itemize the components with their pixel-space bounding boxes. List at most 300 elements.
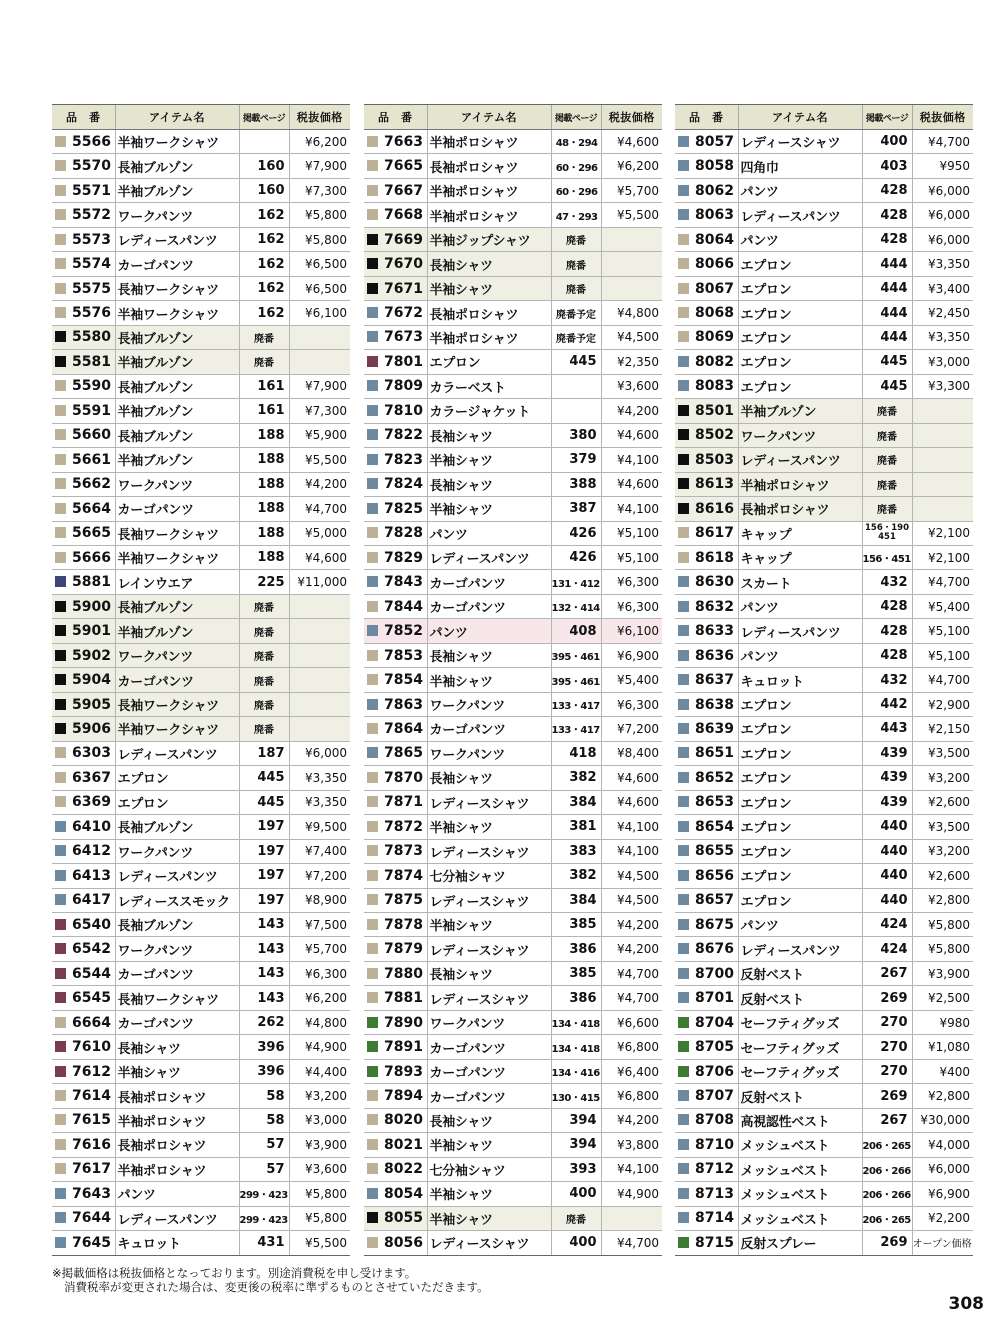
product-code-cell bbox=[52, 252, 115, 276]
product-code: 6303 bbox=[72, 745, 111, 762]
table-row bbox=[364, 1084, 662, 1108]
price-table-col-3 bbox=[675, 104, 973, 1256]
product-code: 6410 bbox=[72, 818, 111, 835]
price: ¥6,000 bbox=[912, 227, 973, 251]
price: ¥6,600 bbox=[601, 1010, 662, 1034]
price: ¥3,400 bbox=[912, 276, 973, 300]
price: ¥4,800 bbox=[289, 1010, 350, 1034]
table-row bbox=[364, 961, 662, 985]
product-code: 8069 bbox=[695, 329, 734, 346]
price: ¥3,000 bbox=[912, 350, 973, 374]
price: ¥6,500 bbox=[289, 276, 350, 300]
table-header-row bbox=[52, 105, 350, 130]
product-code-cell bbox=[364, 741, 427, 765]
price bbox=[289, 594, 350, 618]
item-name: レディースパンツ bbox=[427, 545, 551, 569]
item-name: エプロン bbox=[738, 815, 862, 839]
table-row bbox=[364, 227, 662, 251]
product-code: 7893 bbox=[384, 1063, 423, 1080]
item-name: パンツ bbox=[738, 913, 862, 937]
price bbox=[289, 643, 350, 667]
product-code-cell bbox=[52, 1084, 115, 1108]
color-swatch bbox=[367, 870, 378, 881]
product-code-cell bbox=[52, 913, 115, 937]
catalog-page: 403 bbox=[862, 154, 912, 178]
header-price: 税抜価格 bbox=[289, 105, 350, 130]
price: ¥3,350 bbox=[912, 325, 973, 349]
product-code-cell bbox=[675, 178, 738, 202]
color-swatch bbox=[367, 209, 378, 220]
product-code: 5590 bbox=[72, 378, 111, 395]
price: ¥8,400 bbox=[601, 741, 662, 765]
price bbox=[912, 448, 973, 472]
table-row bbox=[52, 1084, 350, 1108]
product-code-cell bbox=[52, 1206, 115, 1230]
product-code-cell bbox=[52, 1182, 115, 1206]
header-item: アイテム名 bbox=[427, 105, 551, 130]
color-swatch bbox=[678, 429, 689, 440]
price-table-col-2 bbox=[364, 104, 662, 1256]
product-code: 7824 bbox=[384, 476, 423, 493]
item-name: エプロン bbox=[738, 692, 862, 716]
item-name: 長袖ブルゾン bbox=[115, 374, 239, 398]
item-name: レディーススモック bbox=[115, 888, 239, 912]
price: ¥2,600 bbox=[912, 864, 973, 888]
item-name: カーゴパンツ bbox=[427, 717, 551, 741]
color-swatch bbox=[367, 674, 378, 685]
catalog-page: 387 bbox=[551, 497, 601, 521]
item-name: ワークパンツ bbox=[738, 423, 862, 447]
price: ¥4,700 bbox=[601, 986, 662, 1010]
catalog-page: 廃番 bbox=[239, 692, 289, 716]
product-code: 7879 bbox=[384, 941, 423, 958]
product-code: 8651 bbox=[695, 745, 734, 762]
product-code: 5591 bbox=[72, 402, 111, 419]
price: ¥3,900 bbox=[289, 1133, 350, 1157]
price: ¥4,700 bbox=[601, 961, 662, 985]
color-swatch bbox=[678, 1188, 689, 1199]
color-swatch bbox=[55, 136, 66, 147]
header-page: 掲載ページ bbox=[862, 105, 912, 130]
price bbox=[289, 619, 350, 643]
color-swatch bbox=[55, 894, 66, 905]
price: ¥6,500 bbox=[289, 252, 350, 276]
item-name: キュロット bbox=[115, 1231, 239, 1255]
color-swatch bbox=[678, 503, 689, 514]
catalog-page: 267 bbox=[862, 961, 912, 985]
table-row bbox=[52, 423, 350, 447]
price: ¥4,200 bbox=[289, 472, 350, 496]
header-page: 掲載ページ bbox=[239, 105, 289, 130]
product-code: 8058 bbox=[695, 158, 734, 175]
product-code: 7669 bbox=[384, 231, 423, 248]
item-name: レディースシャツ bbox=[427, 888, 551, 912]
price: ¥4,100 bbox=[601, 1157, 662, 1181]
color-swatch bbox=[55, 503, 66, 514]
catalog-page: 445 bbox=[862, 350, 912, 374]
product-code-cell bbox=[675, 325, 738, 349]
price: ¥5,800 bbox=[289, 1206, 350, 1230]
color-swatch bbox=[367, 699, 378, 710]
item-name: 半袖シャツ bbox=[427, 1133, 551, 1157]
price: ¥3,600 bbox=[601, 374, 662, 398]
table-row bbox=[52, 668, 350, 692]
product-code-cell bbox=[364, 1084, 427, 1108]
color-swatch bbox=[367, 625, 378, 636]
catalog-page: 270 bbox=[862, 1010, 912, 1034]
product-code-cell bbox=[675, 986, 738, 1010]
product-code: 5581 bbox=[72, 353, 111, 370]
product-code: 7809 bbox=[384, 378, 423, 395]
product-code: 7873 bbox=[384, 843, 423, 860]
catalog-page: 270 bbox=[862, 1035, 912, 1059]
product-code: 5662 bbox=[72, 476, 111, 493]
table-row bbox=[675, 130, 973, 154]
table-row bbox=[364, 374, 662, 398]
catalog-page: 384 bbox=[551, 888, 601, 912]
product-code: 5580 bbox=[72, 329, 111, 346]
table-row bbox=[364, 1108, 662, 1132]
product-code: 7852 bbox=[384, 623, 423, 640]
product-code-cell bbox=[675, 619, 738, 643]
color-swatch bbox=[678, 1163, 689, 1174]
price: ¥5,400 bbox=[912, 594, 973, 618]
price bbox=[289, 692, 350, 716]
table-row bbox=[364, 301, 662, 325]
item-name: 半袖シャツ bbox=[427, 668, 551, 692]
table-row bbox=[364, 350, 662, 374]
catalog-page: 197 bbox=[239, 864, 289, 888]
product-code: 5575 bbox=[72, 280, 111, 297]
price: ¥6,000 bbox=[289, 741, 350, 765]
item-name: 半袖シャツ bbox=[427, 276, 551, 300]
table-row bbox=[364, 252, 662, 276]
price: ¥6,900 bbox=[912, 1182, 973, 1206]
product-code-cell bbox=[364, 227, 427, 251]
item-name: 半袖シャツ bbox=[427, 913, 551, 937]
product-code-cell bbox=[52, 423, 115, 447]
price: ¥2,450 bbox=[912, 301, 973, 325]
catalog-page: 426 bbox=[551, 545, 601, 569]
color-swatch bbox=[55, 185, 66, 196]
product-code-cell bbox=[675, 1231, 738, 1255]
table-row bbox=[52, 497, 350, 521]
color-swatch bbox=[367, 943, 378, 954]
price-table bbox=[675, 104, 973, 1256]
product-code: 8657 bbox=[695, 892, 734, 909]
price: ¥2,900 bbox=[912, 692, 973, 716]
price: ¥6,900 bbox=[601, 643, 662, 667]
item-name: 長袖ポロシャツ bbox=[427, 154, 551, 178]
price: ¥5,800 bbox=[289, 227, 350, 251]
table-row bbox=[675, 325, 973, 349]
product-code: 7865 bbox=[384, 745, 423, 762]
product-code-cell bbox=[52, 497, 115, 521]
color-swatch bbox=[367, 405, 378, 416]
table-row bbox=[675, 839, 973, 863]
product-code: 8501 bbox=[695, 402, 734, 419]
product-code: 7672 bbox=[384, 305, 423, 322]
product-code: 5904 bbox=[72, 672, 111, 689]
catalog-page: 394 bbox=[551, 1133, 601, 1157]
product-code-cell bbox=[52, 888, 115, 912]
product-code: 5905 bbox=[72, 696, 111, 713]
product-code-cell bbox=[364, 668, 427, 692]
color-swatch bbox=[55, 478, 66, 489]
product-code-cell bbox=[364, 1010, 427, 1034]
product-code-cell bbox=[675, 448, 738, 472]
catalog-page: 48・294 bbox=[551, 130, 601, 154]
catalog-page: 428 bbox=[862, 203, 912, 227]
item-name: 反射スプレー bbox=[738, 1231, 862, 1255]
product-code: 8714 bbox=[695, 1210, 734, 1227]
item-name: 半袖シャツ bbox=[427, 1206, 551, 1230]
table-row bbox=[52, 325, 350, 349]
price: ¥4,100 bbox=[601, 497, 662, 521]
item-name: 長袖ワークシャツ bbox=[115, 276, 239, 300]
color-swatch bbox=[367, 503, 378, 514]
product-code: 7665 bbox=[384, 158, 423, 175]
catalog-page: 439 bbox=[862, 766, 912, 790]
color-swatch bbox=[55, 699, 66, 710]
item-name: 長袖シャツ bbox=[115, 1035, 239, 1059]
product-code-cell bbox=[364, 692, 427, 716]
price bbox=[912, 472, 973, 496]
product-code: 8062 bbox=[695, 182, 734, 199]
color-swatch bbox=[55, 1017, 66, 1028]
item-name: 長袖ブルゾン bbox=[115, 423, 239, 447]
color-swatch bbox=[55, 331, 66, 342]
price: ¥6,100 bbox=[601, 619, 662, 643]
table-row bbox=[675, 472, 973, 496]
price: ¥5,000 bbox=[289, 521, 350, 545]
item-name: カーゴパンツ bbox=[115, 252, 239, 276]
catalog-page: 395・461 bbox=[551, 643, 601, 667]
table-row bbox=[675, 815, 973, 839]
product-code-cell bbox=[675, 399, 738, 423]
catalog-page-line: 451 bbox=[878, 532, 896, 543]
item-name: カーゴパンツ bbox=[427, 1035, 551, 1059]
price: ¥4,900 bbox=[601, 1182, 662, 1206]
color-swatch bbox=[678, 699, 689, 710]
color-swatch bbox=[678, 772, 689, 783]
color-swatch bbox=[55, 307, 66, 318]
product-code: 8632 bbox=[695, 598, 734, 615]
product-code-cell bbox=[675, 497, 738, 521]
price: ¥3,500 bbox=[912, 815, 973, 839]
item-name: 長袖ワークシャツ bbox=[115, 692, 239, 716]
product-code: 8708 bbox=[695, 1112, 734, 1129]
color-swatch bbox=[367, 1114, 378, 1125]
catalog-page: 廃番 bbox=[862, 399, 912, 423]
color-swatch bbox=[678, 968, 689, 979]
table-row bbox=[52, 1133, 350, 1157]
page-number: 308 bbox=[948, 1294, 984, 1314]
price: ¥2,350 bbox=[601, 350, 662, 374]
item-name: 半袖ブルゾン bbox=[115, 399, 239, 423]
table-row bbox=[52, 1157, 350, 1181]
product-code: 8617 bbox=[695, 525, 734, 542]
color-swatch bbox=[367, 821, 378, 832]
item-name: パンツ bbox=[427, 619, 551, 643]
item-name: 長袖ブルゾン bbox=[115, 913, 239, 937]
price: ¥5,100 bbox=[601, 545, 662, 569]
price: ¥2,150 bbox=[912, 717, 973, 741]
catalog-page: 廃番 bbox=[862, 472, 912, 496]
item-name: ワークパンツ bbox=[115, 643, 239, 667]
color-swatch bbox=[678, 380, 689, 391]
catalog-page: 188 bbox=[239, 448, 289, 472]
item-name: レインウエア bbox=[115, 570, 239, 594]
item-name: セーフティグッズ bbox=[738, 1059, 862, 1083]
product-code-cell bbox=[52, 374, 115, 398]
color-swatch bbox=[367, 1163, 378, 1174]
product-code: 7870 bbox=[384, 769, 423, 786]
color-swatch bbox=[55, 552, 66, 563]
item-name: 長袖ブルゾン bbox=[115, 154, 239, 178]
product-code-cell bbox=[52, 937, 115, 961]
product-code: 7881 bbox=[384, 990, 423, 1007]
item-name: 半袖ポロシャツ bbox=[115, 1157, 239, 1181]
product-code-cell bbox=[675, 1108, 738, 1132]
catalog-page: 60・296 bbox=[551, 178, 601, 202]
color-swatch bbox=[678, 136, 689, 147]
table-row bbox=[675, 741, 973, 765]
table-row bbox=[675, 227, 973, 251]
catalog-page: 廃番 bbox=[239, 325, 289, 349]
item-name: 半袖シャツ bbox=[427, 815, 551, 839]
table-row bbox=[364, 913, 662, 937]
product-code: 8020 bbox=[384, 1112, 423, 1129]
color-swatch bbox=[55, 747, 66, 758]
table-row bbox=[364, 399, 662, 423]
catalog-page: 134・418 bbox=[551, 1035, 601, 1059]
table-row bbox=[364, 497, 662, 521]
catalog-page: 188 bbox=[239, 497, 289, 521]
product-code-cell bbox=[52, 815, 115, 839]
product-code-cell bbox=[364, 1059, 427, 1083]
item-name: 半袖ブルゾン bbox=[115, 178, 239, 202]
product-code: 5570 bbox=[72, 158, 111, 175]
product-code: 8064 bbox=[695, 231, 734, 248]
color-swatch bbox=[367, 919, 378, 930]
catalog-page: 428 bbox=[862, 643, 912, 667]
catalog-page: 388 bbox=[551, 472, 601, 496]
catalog-page: 廃番 bbox=[551, 227, 601, 251]
catalog-page: 299・423 bbox=[239, 1182, 289, 1206]
item-name: 反射ベスト bbox=[738, 986, 862, 1010]
color-swatch bbox=[678, 552, 689, 563]
product-code: 8616 bbox=[695, 500, 734, 517]
price bbox=[289, 350, 350, 374]
product-code: 5664 bbox=[72, 500, 111, 517]
price: ¥4,600 bbox=[601, 472, 662, 496]
price: ¥4,100 bbox=[601, 815, 662, 839]
product-code: 8715 bbox=[695, 1234, 734, 1251]
product-code: 8712 bbox=[695, 1161, 734, 1178]
product-code-cell bbox=[52, 1157, 115, 1181]
catalog-page: 143 bbox=[239, 986, 289, 1010]
product-code-cell bbox=[675, 692, 738, 716]
product-code-cell bbox=[364, 521, 427, 545]
color-swatch bbox=[367, 992, 378, 1003]
item-name: ワークパンツ bbox=[427, 692, 551, 716]
product-code-cell bbox=[675, 1133, 738, 1157]
product-code: 8676 bbox=[695, 941, 734, 958]
catalog-page: 206・265 bbox=[862, 1206, 912, 1230]
price: ¥4,800 bbox=[601, 301, 662, 325]
product-code: 7616 bbox=[72, 1136, 111, 1153]
table-row bbox=[675, 178, 973, 202]
product-code-cell bbox=[52, 130, 115, 154]
price: ¥400 bbox=[912, 1059, 973, 1083]
price: ¥6,800 bbox=[601, 1035, 662, 1059]
item-name: 半袖ワークシャツ bbox=[115, 545, 239, 569]
item-name: レディースシャツ bbox=[427, 937, 551, 961]
table-row bbox=[675, 888, 973, 912]
product-code: 8083 bbox=[695, 378, 734, 395]
price: ¥6,300 bbox=[601, 594, 662, 618]
table-row bbox=[52, 252, 350, 276]
table-row bbox=[52, 961, 350, 985]
item-name: エプロン bbox=[738, 888, 862, 912]
catalog-page: 408 bbox=[551, 619, 601, 643]
item-name: パンツ bbox=[738, 643, 862, 667]
product-code: 7673 bbox=[384, 329, 423, 346]
catalog-page: 187 bbox=[239, 741, 289, 765]
catalog-page: 160 bbox=[239, 178, 289, 202]
price: ¥2,600 bbox=[912, 790, 973, 814]
item-name: レディースシャツ bbox=[427, 1231, 551, 1255]
product-code: 5661 bbox=[72, 451, 111, 468]
price: ¥5,500 bbox=[601, 203, 662, 227]
catalog-page: 262 bbox=[239, 1010, 289, 1034]
catalog-page: 197 bbox=[239, 888, 289, 912]
color-swatch bbox=[678, 821, 689, 832]
table-row bbox=[675, 692, 973, 716]
product-code: 6544 bbox=[72, 965, 111, 982]
catalog-page: 443 bbox=[862, 717, 912, 741]
table-row bbox=[675, 1084, 973, 1108]
table-row bbox=[675, 913, 973, 937]
catalog-page: 393 bbox=[551, 1157, 601, 1181]
color-swatch bbox=[55, 527, 66, 538]
color-swatch bbox=[55, 601, 66, 612]
item-name: メッシュベスト bbox=[738, 1206, 862, 1230]
price: ¥4,500 bbox=[601, 325, 662, 349]
item-name: エプロン bbox=[115, 766, 239, 790]
color-swatch bbox=[367, 429, 378, 440]
item-name: レディースシャツ bbox=[738, 130, 862, 154]
product-code: 8707 bbox=[695, 1088, 734, 1105]
catalog-page: 267 bbox=[862, 1108, 912, 1132]
table-row bbox=[675, 399, 973, 423]
color-swatch bbox=[367, 747, 378, 758]
color-swatch bbox=[678, 160, 689, 171]
catalog-page bbox=[551, 399, 601, 423]
product-code: 8638 bbox=[695, 696, 734, 713]
price: ¥3,000 bbox=[289, 1108, 350, 1132]
item-name: 七分袖シャツ bbox=[427, 864, 551, 888]
price bbox=[912, 497, 973, 521]
product-code: 8705 bbox=[695, 1039, 734, 1056]
product-code: 6545 bbox=[72, 990, 111, 1007]
product-code-cell bbox=[675, 423, 738, 447]
catalog-page: 384 bbox=[551, 790, 601, 814]
item-name: 半袖シャツ bbox=[115, 1059, 239, 1083]
item-name: ワークパンツ bbox=[427, 1010, 551, 1034]
table-row bbox=[364, 521, 662, 545]
